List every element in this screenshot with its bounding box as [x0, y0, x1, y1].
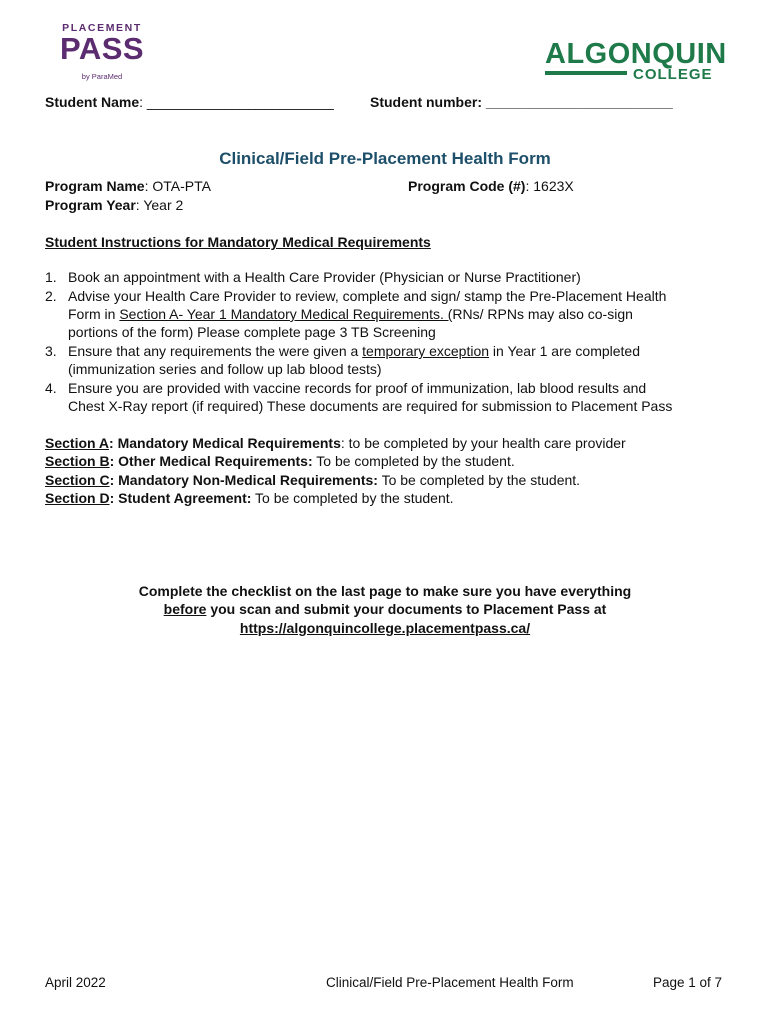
instruction-2-line-3: portions of the form) Please complete page 3 TB Screening	[68, 324, 436, 340]
checklist-note-rest: you scan and submit your documents to Placement Pass at	[206, 601, 607, 617]
instruction-num-3: 3.	[45, 343, 57, 359]
program-code-label: Program Code (#)	[408, 178, 526, 194]
instruction-2-line-1: Advise your Health Care Provider to review, complete and sign/ stamp the Pre-Placement Health	[68, 288, 667, 304]
algonquin-college-logo	[545, 38, 727, 84]
program-code-value: : 1623X	[525, 178, 574, 194]
footer-doc-title: Clinical/Field Pre-Placement Health Form	[326, 975, 574, 990]
college-logo-sub: COLLEGE	[633, 66, 713, 83]
instruction-4-line-2: Chest X-Ray report (if required) These documents are required for submission to Placement Pass	[68, 398, 673, 414]
placement-pass-logo	[52, 22, 152, 86]
placement-logo-by: by ParaMed	[81, 72, 123, 81]
section-c-label: : Mandatory Non-Medical Requirements:	[109, 472, 378, 488]
section-d-id: Section D	[45, 490, 110, 506]
instruction-2-line-2	[68, 305, 633, 323]
checklist-note-line-2	[0, 600, 770, 618]
section-b-label: : Other Medical Requirements:	[109, 453, 313, 469]
program-code	[408, 177, 574, 195]
page-title: Clinical/Field Pre-Placement Health Form	[219, 149, 551, 168]
footer-date: April 2022	[45, 975, 106, 990]
instruction-3-line-1	[68, 342, 640, 360]
section-d-label: : Student Agreement:	[109, 490, 252, 506]
footer-page-number: Page 1 of 7	[653, 975, 723, 990]
placement-pass-url-link[interactable]: https://algonquincollege.placementpass.ca/	[239, 620, 531, 636]
student-name-label: Student Name	[45, 94, 140, 110]
section-b-id: Section B	[45, 453, 110, 469]
section-b-row	[45, 452, 515, 470]
instruction-2-text-post: RNs/ RPNs may also co-sign	[452, 306, 633, 322]
placement-logo-main: PASS	[59, 31, 145, 66]
program-name-value: : OTA-PTA	[144, 178, 211, 194]
instruction-num-2: 2.	[45, 288, 57, 304]
instruction-1-line-1: Book an appointment with a Health Care Provider (Physician or Nurse Practitioner)	[68, 269, 581, 285]
section-a-id: Section A	[45, 435, 110, 451]
college-logo-main: ALGONQUIN	[545, 38, 727, 70]
program-name-label: Program Name	[45, 178, 145, 194]
student-name-field[interactable]	[45, 93, 334, 111]
section-c-row	[45, 471, 580, 489]
section-c-id: Section C	[45, 472, 110, 488]
program-year-value: : Year 2	[135, 197, 184, 213]
instruction-2-text: Form in	[68, 306, 120, 322]
instructions-heading: Student Instructions for Mandatory Medical Requirements	[45, 234, 431, 250]
section-a-reference: Section A- Year 1 Mandatory Medical Requirements. (	[119, 306, 453, 322]
program-name	[45, 177, 211, 195]
checklist-note-line-1: Complete the checklist on the last page to make sure you have everything	[138, 583, 632, 599]
section-a-desc: : to be completed by your health care provider	[340, 435, 626, 451]
section-a-label: : Mandatory Medical Requirements	[109, 435, 341, 451]
section-d-desc: To be completed by the student.	[251, 490, 454, 506]
instruction-3-text-post: in Year 1 are completed	[489, 343, 641, 359]
instruction-3-text: Ensure that any requirements the were given a	[68, 343, 363, 359]
instruction-4-line-1: Ensure you are provided with vaccine records for proof of immunization, lab blood results and	[68, 380, 647, 396]
instruction-num-4: 4.	[45, 380, 57, 396]
placement-logo-top: PLACEMENT	[62, 22, 142, 34]
student-name-blank: : ________________________	[139, 94, 334, 110]
section-c-desc: To be completed by the student.	[377, 472, 581, 488]
instruction-3-line-2: (immunization series and follow up lab blood tests)	[68, 361, 382, 377]
before-emphasis: before	[163, 601, 207, 617]
college-logo-bar	[545, 71, 627, 75]
section-b-desc: To be completed by the student.	[312, 453, 515, 469]
program-year-label: Program Year	[45, 197, 136, 213]
program-year	[45, 196, 183, 214]
section-d-row	[45, 489, 454, 507]
student-number-field[interactable]: Student number: ________________________	[370, 94, 673, 110]
temporary-exception-reference: temporary exception	[362, 343, 490, 359]
instruction-num-1: 1.	[45, 269, 57, 285]
section-a-row	[45, 434, 626, 452]
